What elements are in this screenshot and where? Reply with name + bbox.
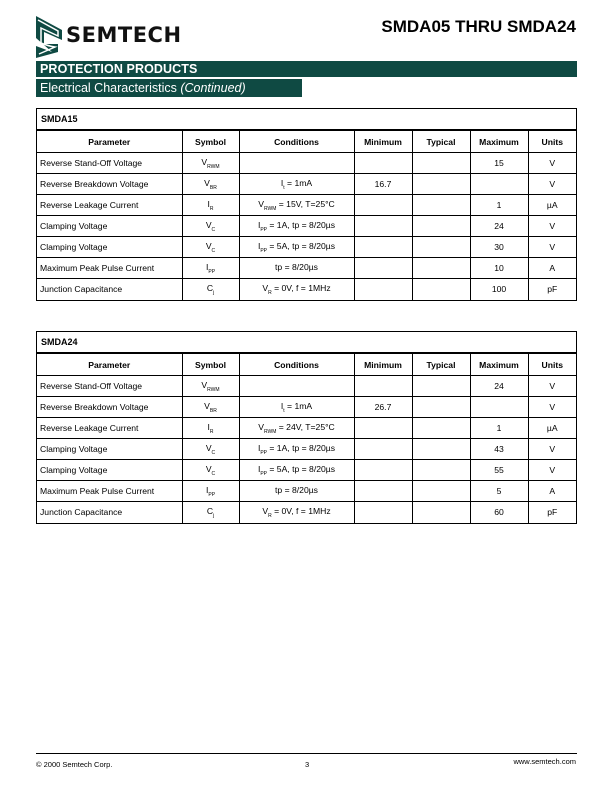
condition-subscript: t (283, 407, 285, 414)
parameter-cell: Clamping Voltage (37, 460, 182, 481)
condition-subscript: PP (260, 449, 268, 456)
table-row (37, 258, 576, 279)
table-row (37, 376, 576, 397)
minimum-cell (354, 481, 412, 502)
maximum-cell: 5 (470, 481, 528, 502)
column-header: Maximum (470, 131, 528, 153)
table-row (37, 397, 576, 418)
parameter-cell: Reverse Stand-Off Voltage (37, 376, 182, 397)
maximum-cell: 43 (470, 439, 528, 460)
minimum-cell (354, 502, 412, 523)
conditions-cell (239, 376, 354, 397)
typical-cell (412, 481, 470, 502)
symbol-base: V (205, 463, 212, 474)
minimum-cell (354, 460, 412, 481)
condition-text: = 5A, tp = 8/20µs (267, 240, 336, 251)
condition-text: = 1mA (284, 400, 313, 411)
condition-symbol: V (262, 282, 269, 293)
units-cell: V (528, 376, 576, 397)
symbol-subscript: C (211, 247, 216, 254)
condition-text: = 1A, tp = 8/20µs (267, 442, 336, 453)
maximum-cell: 10 (470, 258, 528, 279)
units-cell: V (528, 237, 576, 258)
typical-cell (412, 439, 470, 460)
column-header: Symbol (182, 354, 239, 376)
typical-cell (412, 418, 470, 439)
units-cell: pF (528, 502, 576, 523)
table-row (37, 195, 576, 216)
symbol-cell (182, 174, 239, 195)
symbol-base: V (205, 240, 212, 251)
maximum-cell: 15 (470, 153, 528, 174)
condition-symbol: I (280, 177, 284, 188)
symbol-subscript: R (209, 205, 214, 212)
condition-text: = 0V, f = 1MHz (271, 505, 331, 516)
condition-symbol: I (257, 240, 261, 251)
typical-cell (412, 237, 470, 258)
symbol-base: C (206, 505, 214, 516)
symbol-subscript: C (211, 449, 216, 456)
minimum-cell (354, 195, 412, 216)
table-row (37, 216, 576, 237)
units-cell: V (528, 153, 576, 174)
maximum-cell: 60 (470, 502, 528, 523)
smda15-characteristics-table (36, 108, 577, 301)
table-row (37, 279, 576, 300)
section-title-continued: (Continued) (180, 81, 246, 95)
parameter-cell: Reverse Leakage Current (37, 195, 182, 216)
symbol-base: V (201, 156, 208, 167)
symbol-base: V (204, 400, 210, 411)
typical-cell (412, 502, 470, 523)
parameter-cell: Maximum Peak Pulse Current (37, 258, 182, 279)
maximum-cell (470, 397, 528, 418)
parameter-cell: Junction Capacitance (37, 502, 182, 523)
units-cell: V (528, 174, 576, 195)
smda24-characteristics-table (36, 331, 577, 524)
column-header: Conditions (239, 354, 354, 376)
symbol-subscript: PP (208, 268, 216, 275)
symbol-cell (182, 502, 239, 523)
symbol-base: V (204, 177, 210, 188)
conditions-cell (239, 460, 354, 481)
maximum-cell: 100 (470, 279, 528, 300)
product-category-band (36, 61, 577, 77)
conditions-cell (239, 237, 354, 258)
conditions-cell (239, 216, 354, 237)
symbol-subscript: C (211, 470, 216, 477)
document-title: SMDA05 THRU SMDA24 (381, 17, 576, 36)
symbol-cell (182, 216, 239, 237)
parameter-cell: Clamping Voltage (37, 216, 182, 237)
minimum-cell: 26.7 (354, 397, 412, 418)
symbol-cell (182, 439, 239, 460)
condition-text: = 1A, tp = 8/20µs (267, 219, 336, 230)
units-cell: pF (528, 279, 576, 300)
typical-cell (412, 279, 470, 300)
column-header: Symbol (182, 131, 239, 153)
condition-symbol: I (257, 219, 261, 230)
condition-text: tp = 8/20µs (275, 484, 318, 495)
units-cell: A (528, 481, 576, 502)
section-title-main: Electrical Characteristics (40, 81, 181, 95)
conditions-cell (239, 418, 354, 439)
table-title: SMDA24 (37, 332, 576, 353)
column-header: Parameter (37, 131, 182, 153)
symbol-base: V (205, 219, 212, 230)
maximum-cell: 1 (470, 418, 528, 439)
typical-cell (412, 216, 470, 237)
units-cell: µA (528, 418, 576, 439)
typical-cell (412, 153, 470, 174)
footer-divider (36, 753, 577, 754)
condition-subscript: PP (260, 226, 268, 233)
units-cell: A (528, 258, 576, 279)
table-header-row (37, 354, 576, 376)
units-cell: V (528, 397, 576, 418)
parameter-cell: Junction Capacitance (37, 279, 182, 300)
minimum-cell (354, 216, 412, 237)
symbol-cell (182, 397, 239, 418)
condition-symbol: I (257, 463, 261, 474)
symbol-subscript: C (211, 226, 216, 233)
column-header: Typical (412, 131, 470, 153)
symbol-subscript: j (213, 512, 215, 519)
minimum-cell (354, 258, 412, 279)
condition-text: = 24V, T=25°C (276, 421, 335, 432)
symbol-base: I (207, 198, 210, 209)
column-header: Maximum (470, 354, 528, 376)
condition-symbol: I (280, 400, 284, 411)
symbol-subscript: BR (209, 184, 217, 191)
symbol-cell (182, 481, 239, 502)
symbol-cell (182, 418, 239, 439)
symbol-subscript: BR (209, 407, 217, 414)
typical-cell (412, 376, 470, 397)
symbol-base: I (205, 261, 209, 272)
condition-symbol: V (258, 421, 264, 432)
conditions-cell (239, 279, 354, 300)
condition-subscript: PP (260, 247, 268, 254)
units-cell: V (528, 460, 576, 481)
parameter-cell: Maximum Peak Pulse Current (37, 481, 182, 502)
conditions-cell (239, 195, 354, 216)
conditions-cell (239, 439, 354, 460)
condition-subscript: R (268, 289, 272, 296)
parameter-cell: Reverse Breakdown Voltage (37, 397, 182, 418)
table-title: SMDA15 (37, 109, 576, 130)
typical-cell (412, 397, 470, 418)
parameter-cell: Reverse Leakage Current (37, 418, 182, 439)
symbol-cell (182, 153, 239, 174)
symbol-subscript: R (209, 428, 214, 435)
table-row (37, 439, 576, 460)
condition-subscript: RWM (263, 205, 277, 212)
condition-text: = 15V, T=25°C (276, 198, 335, 209)
table-row (37, 237, 576, 258)
column-header: Minimum (354, 131, 412, 153)
symbol-base: V (201, 379, 208, 390)
conditions-cell (239, 502, 354, 523)
symbol-cell (182, 279, 239, 300)
minimum-cell (354, 439, 412, 460)
symbol-cell (182, 237, 239, 258)
table-header-row (37, 131, 576, 153)
maximum-cell: 55 (470, 460, 528, 481)
column-header: Units (528, 131, 576, 153)
condition-text: = 0V, f = 1MHz (271, 282, 331, 293)
column-header: Typical (412, 354, 470, 376)
condition-subscript: PP (260, 470, 268, 477)
footer-page-number: 3 (305, 760, 310, 769)
conditions-cell (239, 481, 354, 502)
table-row (37, 418, 576, 439)
table-row (37, 481, 576, 502)
section-title-band (36, 79, 302, 97)
units-cell: µA (528, 195, 576, 216)
symbol-base: C (206, 282, 214, 293)
typical-cell (412, 174, 470, 195)
symbol-subscript: RWM (207, 163, 220, 170)
typical-cell (412, 258, 470, 279)
spec-table (37, 353, 576, 523)
units-cell: V (528, 439, 576, 460)
condition-subscript: R (268, 512, 272, 519)
conditions-cell (239, 153, 354, 174)
semtech-logo (36, 16, 216, 60)
condition-symbol: I (257, 442, 261, 453)
maximum-cell: 24 (470, 376, 528, 397)
condition-text: = 1mA (284, 177, 313, 188)
condition-text: = 5A, tp = 8/20µs (267, 463, 336, 474)
parameter-cell: Reverse Breakdown Voltage (37, 174, 182, 195)
minimum-cell (354, 153, 412, 174)
conditions-cell (239, 397, 354, 418)
units-cell: V (528, 216, 576, 237)
condition-text: tp = 8/20µs (275, 261, 318, 272)
parameter-cell: Clamping Voltage (37, 439, 182, 460)
maximum-cell: 30 (470, 237, 528, 258)
footer-website: www.semtech.com (513, 757, 576, 766)
logo-wordmark: SEMTECH (66, 23, 182, 47)
minimum-cell (354, 279, 412, 300)
typical-cell (412, 195, 470, 216)
symbol-base: I (207, 421, 210, 432)
section-title (40, 81, 246, 95)
condition-symbol: V (262, 505, 269, 516)
symbol-subscript: PP (208, 491, 216, 498)
spec-table (37, 130, 576, 300)
conditions-cell (239, 174, 354, 195)
minimum-cell (354, 376, 412, 397)
typical-cell (412, 460, 470, 481)
minimum-cell: 16.7 (354, 174, 412, 195)
maximum-cell: 24 (470, 216, 528, 237)
minimum-cell (354, 237, 412, 258)
condition-subscript: RWM (263, 428, 277, 435)
symbol-subscript: RWM (207, 386, 220, 393)
column-header: Units (528, 354, 576, 376)
symbol-cell (182, 195, 239, 216)
symbol-subscript: j (213, 289, 215, 296)
table-row (37, 460, 576, 481)
minimum-cell (354, 418, 412, 439)
symbol-base: V (205, 442, 212, 453)
parameter-cell: Reverse Stand-Off Voltage (37, 153, 182, 174)
condition-symbol: V (258, 198, 264, 209)
column-header: Conditions (239, 131, 354, 153)
column-header: Minimum (354, 354, 412, 376)
condition-subscript: t (283, 184, 285, 191)
conditions-cell (239, 258, 354, 279)
table-row (37, 174, 576, 195)
footer-copyright: © 2000 Semtech Corp. (36, 760, 113, 769)
maximum-cell: 1 (470, 195, 528, 216)
table-row (37, 502, 576, 523)
symbol-cell (182, 376, 239, 397)
symbol-cell (182, 258, 239, 279)
product-category-label: PROTECTION PRODUCTS (40, 62, 198, 76)
symbol-base: I (205, 484, 209, 495)
symbol-cell (182, 460, 239, 481)
maximum-cell (470, 174, 528, 195)
parameter-cell: Clamping Voltage (37, 237, 182, 258)
semtech-logo-icon (36, 16, 62, 58)
column-header: Parameter (37, 354, 182, 376)
table-row (37, 153, 576, 174)
